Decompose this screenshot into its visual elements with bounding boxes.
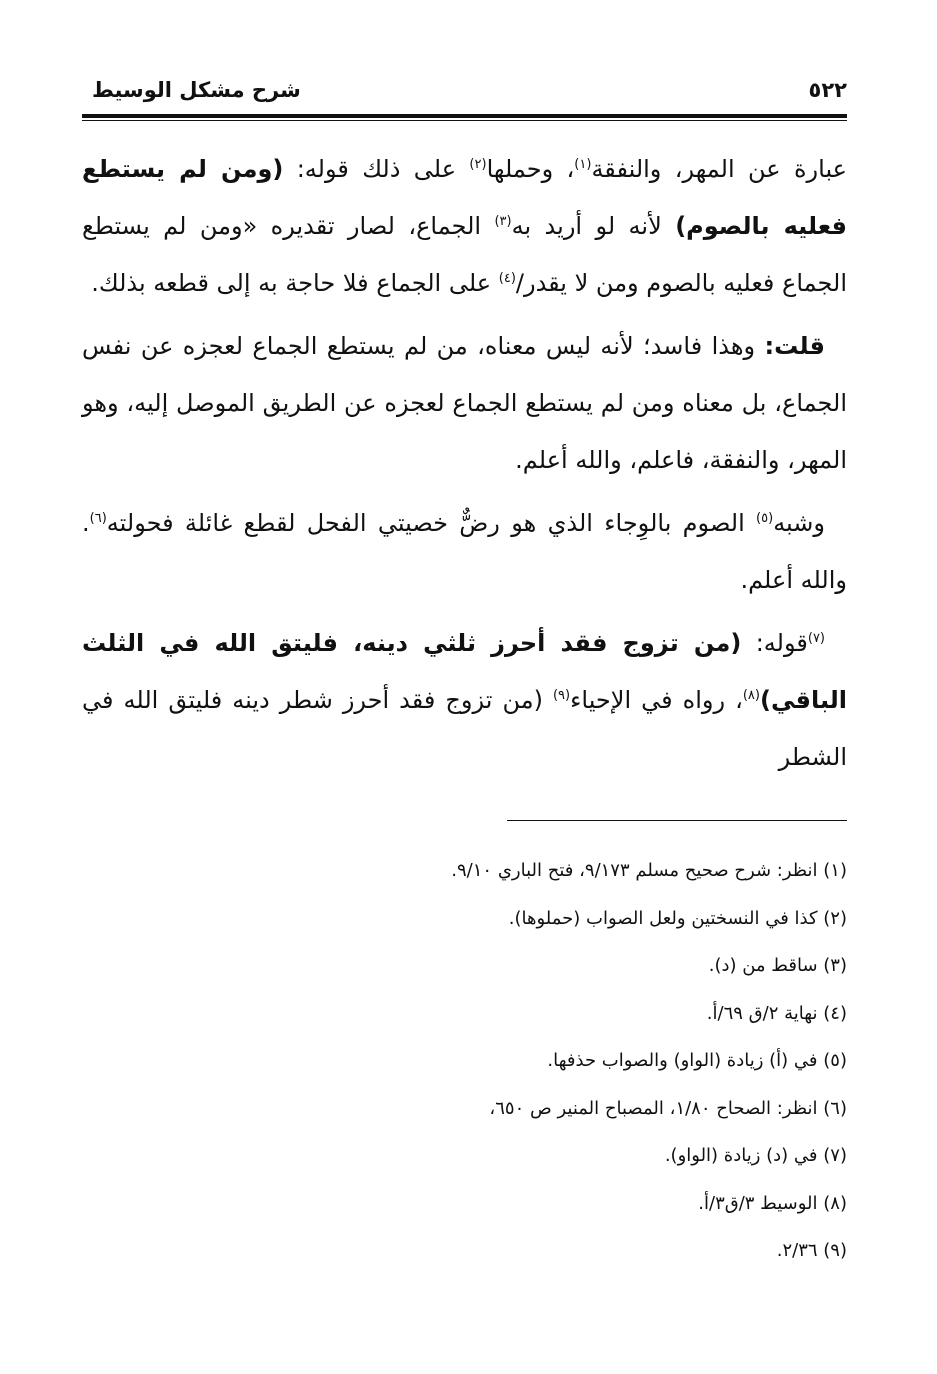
- footnote-7: (٧) في (د) زيادة (الواو).: [664, 1145, 847, 1166]
- quoted-text: قلت:: [764, 332, 825, 360]
- text-run: الصوم بالوِجاء الذي هو رضٌّ خصيتي الفحل لقطع غائلة فحولته: [106, 509, 757, 537]
- text-run: ، رواه في الإحياء: [570, 686, 743, 714]
- footnote-8: (٨) الوسيط ٣/ق٣/أ.: [698, 1192, 847, 1214]
- footnote-5: (٥) في (أ) زيادة (الواو) والصواب حذفها.: [547, 1050, 847, 1071]
- footnote-ref: (٩): [552, 688, 571, 703]
- paragraph-3: [82, 495, 847, 609]
- text-run: على الجماع فلا حاجة به إلى قطعه بذلك.: [91, 269, 499, 297]
- footnote-ref: (٥): [756, 511, 774, 526]
- text-run: (من تزوج فقد أحرز شطر دينه فليتق الله في الشطر: [82, 686, 847, 771]
- book-page: [82, 70, 847, 1275]
- footnote-ref: (٤): [498, 271, 516, 286]
- footnote-ref: (٨): [742, 688, 760, 703]
- running-title: شرح مشكل الوسيط: [92, 78, 301, 102]
- footnote-6: (٦) انظر: الصحاح ١/٨٠، المصباح المنير ص ٦٥٠،: [489, 1097, 847, 1119]
- footnote-ref: (١): [574, 157, 592, 172]
- footnote-4: (٤) نهاية ٢/ق ٦٩/أ.: [706, 1002, 847, 1024]
- quoted-text: (ومن لم يستطع فعليه بالصوم): [82, 155, 847, 240]
- text-run: لأنه لو أريد به: [511, 212, 676, 240]
- running-header: [82, 70, 847, 110]
- footnote-2: (٢) كذا في النسختين ولعل الصواب (حملوها).: [508, 907, 847, 929]
- text-run: قوله:: [741, 629, 808, 657]
- page-number: ٥٢٢: [808, 78, 847, 102]
- footnote-ref: (٣): [494, 214, 512, 229]
- text-run: وشبه: [773, 509, 825, 537]
- main-text: [82, 141, 847, 786]
- footnotes: [82, 847, 847, 1275]
- text-run: وهذا فاسد؛ لأنه ليس معناه، من لم يستطع الجماع لعجزه عن نفس الجماع، بل معناه ومن لم يستطع الجماع لعجزه عن الطريق الموصل إليه، وهو المهر، والنفقة، فاعلم، والله أعلم.: [82, 332, 847, 474]
- footnote-1: (١) انظر: شرح صحيح مسلم ٩/١٧٣، فتح الباري ٩/١٠.: [451, 860, 847, 881]
- header-rule-thick: [82, 114, 847, 118]
- footnote-ref: (٢): [469, 157, 487, 172]
- footnote-separator: [507, 820, 847, 821]
- text-run: على ذلك قوله:: [283, 155, 470, 183]
- text-run: عبارة عن المهر، والنفقة: [591, 155, 848, 183]
- header-rule-thin: [82, 120, 847, 121]
- footnote-ref: (٦): [89, 511, 107, 526]
- text-run: . والله أعلم.: [82, 509, 847, 594]
- quoted-text: (من تزوج فقد أحرز ثلثي دينه، فليتق الله في الثلث الباقي): [82, 629, 847, 714]
- paragraph-2: [82, 318, 847, 489]
- footnote-9: (٩) ٢/٣٦.: [776, 1240, 847, 1261]
- footnote-ref: (٧): [807, 631, 825, 646]
- text-run: الجماع، لصار تقديره «ومن لم يستطع الجماع فعليه بالصوم ومن لا يقدر/: [82, 212, 847, 297]
- paragraph-4: [82, 615, 847, 786]
- paragraph-1: [82, 141, 847, 312]
- text-run: ، وحملها: [486, 155, 575, 183]
- footnote-3: (٣) ساقط من (د).: [708, 955, 847, 976]
